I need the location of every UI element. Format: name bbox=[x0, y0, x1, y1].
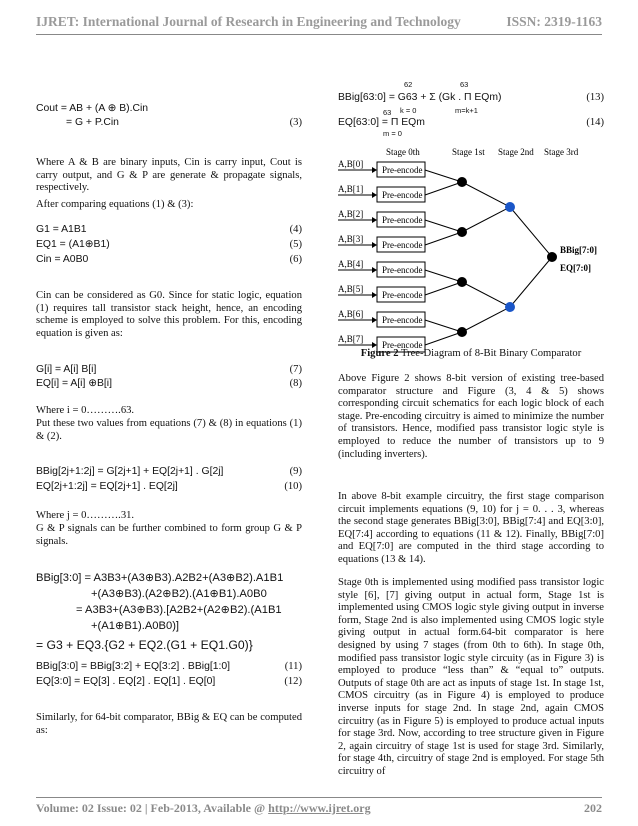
input-row bbox=[338, 209, 425, 227]
output-label-eq: EQ[7:0] bbox=[560, 263, 591, 273]
stage-label: Stage 3rd bbox=[544, 147, 579, 157]
product-upper-limit: 63 bbox=[460, 80, 469, 89]
figure-label: Figure 2 bbox=[360, 348, 399, 359]
equation-6: Cin = A0B0 (6) bbox=[36, 254, 302, 265]
page-number: 202 bbox=[584, 801, 602, 815]
equation-5: EQ1 = (A1⊕B1) (5) bbox=[36, 239, 302, 250]
svg-text:Pre-encode: Pre-encode bbox=[382, 215, 423, 225]
volume-info: Volume: 02 Issue: 02 | Feb-2013, Available @ bbox=[36, 801, 269, 815]
stage2-node bbox=[505, 302, 515, 312]
footer-rule bbox=[36, 797, 602, 798]
paragraph: Where A & B are binary inputs, Cin is carry input, Cout is carry output, and G & P are generate & propagate signals, respectively. bbox=[36, 157, 302, 194]
equation-10: EQ[2j+1:2j] = EQ[2j+1] . EQ[2j] (10) bbox=[36, 481, 302, 492]
page-footer bbox=[36, 801, 602, 816]
svg-text:A,B[5]: A,B[5] bbox=[338, 284, 364, 294]
equation-12: EQ[3:0] = EQ[3] . EQ[2] . EQ[1] . EQ[0] (12) bbox=[36, 676, 302, 687]
input-row bbox=[338, 259, 425, 277]
equation-3b: = G + P.Cin (3) bbox=[66, 117, 302, 128]
stage1-node bbox=[457, 227, 467, 237]
svg-text:Pre-encode: Pre-encode bbox=[382, 315, 423, 325]
stage1-node bbox=[457, 177, 467, 187]
equation-number: (3) bbox=[289, 117, 302, 128]
product2-upper-limit: 63 bbox=[383, 108, 392, 117]
input-row bbox=[338, 284, 425, 302]
paragraph: Cin can be considered as G0. Since for static logic, equation (1) requires tall transistor stack height, hence, an encoding scheme is employed to solve this problem. For this, encoding equation is given as: bbox=[36, 290, 302, 339]
bbig-expansion-5: = G3 + EQ3.{G2 + EQ2.(G1 + EQ1.G0)} bbox=[36, 638, 253, 652]
bbig-expansion-1: BBig[3:0] = A3B3+(A3⊕B3).A2B2+(A3⊕B2).A1B1 bbox=[36, 572, 284, 584]
equation-8: EQ[i] = A[i] ⊕B[i] (8) bbox=[36, 378, 302, 389]
left-column bbox=[36, 0, 302, 790]
svg-text:A,B[1]: A,B[1] bbox=[338, 184, 364, 194]
paragraph: Stage 0th is implemented using modified pass transistor logic style [6], [7] giving output in actual form, Stage 1st is implemented using CMOS logic style giving output in inverse form, Stage 2nd is also implemented using CMOS logic style giving output in actual form.64-bit comparator is here designed by using 7 stages (from 0th to 6th). In stage 0th, modified pass transistor logic style circuity (as in Figure 3) is employed to produce “less than” & “equal to” outputs. Outputs of stage 0th are act as inputs of stage 1st. In stage 1st, CMOS circuitry (as in Figure 4) is employed to produce inverse inputs for stage 2nd. In stage 2nd, again CMOS circuitry (as in Figure 5) is employed to produce actual inputs for stage 3rd. Now, according to tree structure given in Figure 2, again circuitry of stage 1st is used for stage 3rd. Similarly, for stage 4th, circuitry of stage 2nd is employed. For stage 5th circuitry of bbox=[338, 577, 604, 777]
sum-lower-limit: k = 0 bbox=[400, 106, 417, 115]
equation-3a: Cout = AB + (A ⊕ B).Cin bbox=[36, 103, 149, 114]
input-label: A,B[0] bbox=[338, 159, 364, 169]
bbig-expansion-4: +(A1⊕B1).A0B0)] bbox=[91, 620, 180, 632]
input-row bbox=[338, 159, 425, 177]
equation-11: BBig[3:0] = BBig[3:2] + EQ[3:2] . BBig[1:0] (11) bbox=[36, 661, 302, 672]
bbig-expansion-2: +(A3⊕B3).(A2⊕B2).(A1⊕B1).A0B0 bbox=[91, 588, 267, 600]
stage-label: Stage 0th bbox=[386, 147, 420, 157]
paragraph: Put these two values from equations (7) & (8) in equations (1) & (2). bbox=[36, 418, 302, 442]
paragraph: In above 8-bit example circuitry, the first stage comparison circuit implements equations (9, 10) for j = 0. . . 3, whereas the second stage generates BBig[3:0], BBig[7:4] and EQ[3:0], EQ[7:4] according to equations (11 & 12). Finally, BBig[7:0] and EQ[7:0] are computed in the third stage according to equations (13 & 14). bbox=[338, 491, 604, 565]
stage-label: Stage 1st bbox=[452, 147, 485, 157]
stage-label: Stage 2nd bbox=[498, 147, 534, 157]
figure-caption: Figure 2 Tree-Diagram of 8-Bit Binary Comparator bbox=[360, 348, 582, 359]
paragraph: After comparing equations (1) & (3): bbox=[36, 199, 194, 210]
tree-edges bbox=[425, 170, 552, 345]
product2-lower-limit: m = 0 bbox=[383, 129, 402, 138]
svg-text:Pre-encode: Pre-encode bbox=[382, 165, 423, 175]
output-label-bbig: BBig[7:0] bbox=[560, 245, 597, 255]
svg-text:Pre-encode: Pre-encode bbox=[382, 340, 423, 350]
input-row bbox=[338, 309, 425, 327]
product-lower-limit: m=k+1 bbox=[455, 106, 478, 115]
journal-link[interactable]: http://www.ijret.org bbox=[268, 801, 371, 815]
svg-text:A,B[3]: A,B[3] bbox=[338, 234, 364, 244]
svg-text:Pre-encode: Pre-encode bbox=[382, 265, 423, 275]
stage1-node bbox=[457, 327, 467, 337]
right-column bbox=[338, 0, 604, 790]
svg-text:Pre-encode: Pre-encode bbox=[382, 190, 423, 200]
bbig-expansion-3: = A3B3+(A3⊕B3).[A2B2+(A2⊕B2).(A1B1 bbox=[76, 604, 282, 616]
stage3-node bbox=[547, 252, 557, 262]
equation-14: EQ[63:0] = Π EQm (14) bbox=[338, 117, 604, 128]
svg-text:Pre-encode: Pre-encode bbox=[382, 290, 423, 300]
paragraph: Where j = 0……….31. bbox=[36, 510, 135, 521]
paragraph: Where i = 0……….63. bbox=[36, 405, 135, 416]
paragraph: G & P signals can be further combined to form group G & P signals. bbox=[36, 523, 302, 547]
svg-text:A,B[6]: A,B[6] bbox=[338, 309, 364, 319]
sum-upper-limit: 62 bbox=[404, 80, 413, 89]
equation-9: BBig[2j+1:2j] = G[2j+1] + EQ[2j+1] . G[2j] (9) bbox=[36, 466, 302, 477]
paragraph: Similarly, for 64-bit comparator, BBig & EQ can be computed as: bbox=[36, 712, 302, 736]
input-row bbox=[338, 234, 425, 252]
svg-text:A,B[2]: A,B[2] bbox=[338, 209, 364, 219]
svg-text:Pre-encode: Pre-encode bbox=[382, 240, 423, 250]
equation-7: G[i] = A[i] B[i] (7) bbox=[36, 364, 302, 375]
svg-text:A,B[7]: A,B[7] bbox=[338, 334, 364, 344]
stage1-node bbox=[457, 277, 467, 287]
stage2-node bbox=[505, 202, 515, 212]
equation-13: BBig[63:0] = G63 + Σ (Gk . Π EQm) (13) bbox=[338, 92, 604, 103]
journal-title: IJRET: International Journal of Research in Engineering and Technology bbox=[36, 14, 461, 29]
tree-diagram bbox=[338, 143, 604, 358]
input-row bbox=[338, 184, 425, 202]
issn: ISSN: 2319-1163 bbox=[506, 14, 602, 29]
equation-4: G1 = A1B1 (4) bbox=[36, 224, 302, 235]
paragraph: Above Figure 2 shows 8-bit version of existing tree-based comparator structure and Figure (3, 4 & 5) shows corresponding circuit schematics for each logic block of each stage. Pre-encoding circuitry is aimed to minimize the number of transistors. Hence, modified pass transistor logic style is employed to reduce the number of transistors up to 9 (including inverters). bbox=[338, 373, 604, 460]
input-rows bbox=[338, 159, 425, 352]
svg-text:A,B[4]: A,B[4] bbox=[338, 259, 364, 269]
